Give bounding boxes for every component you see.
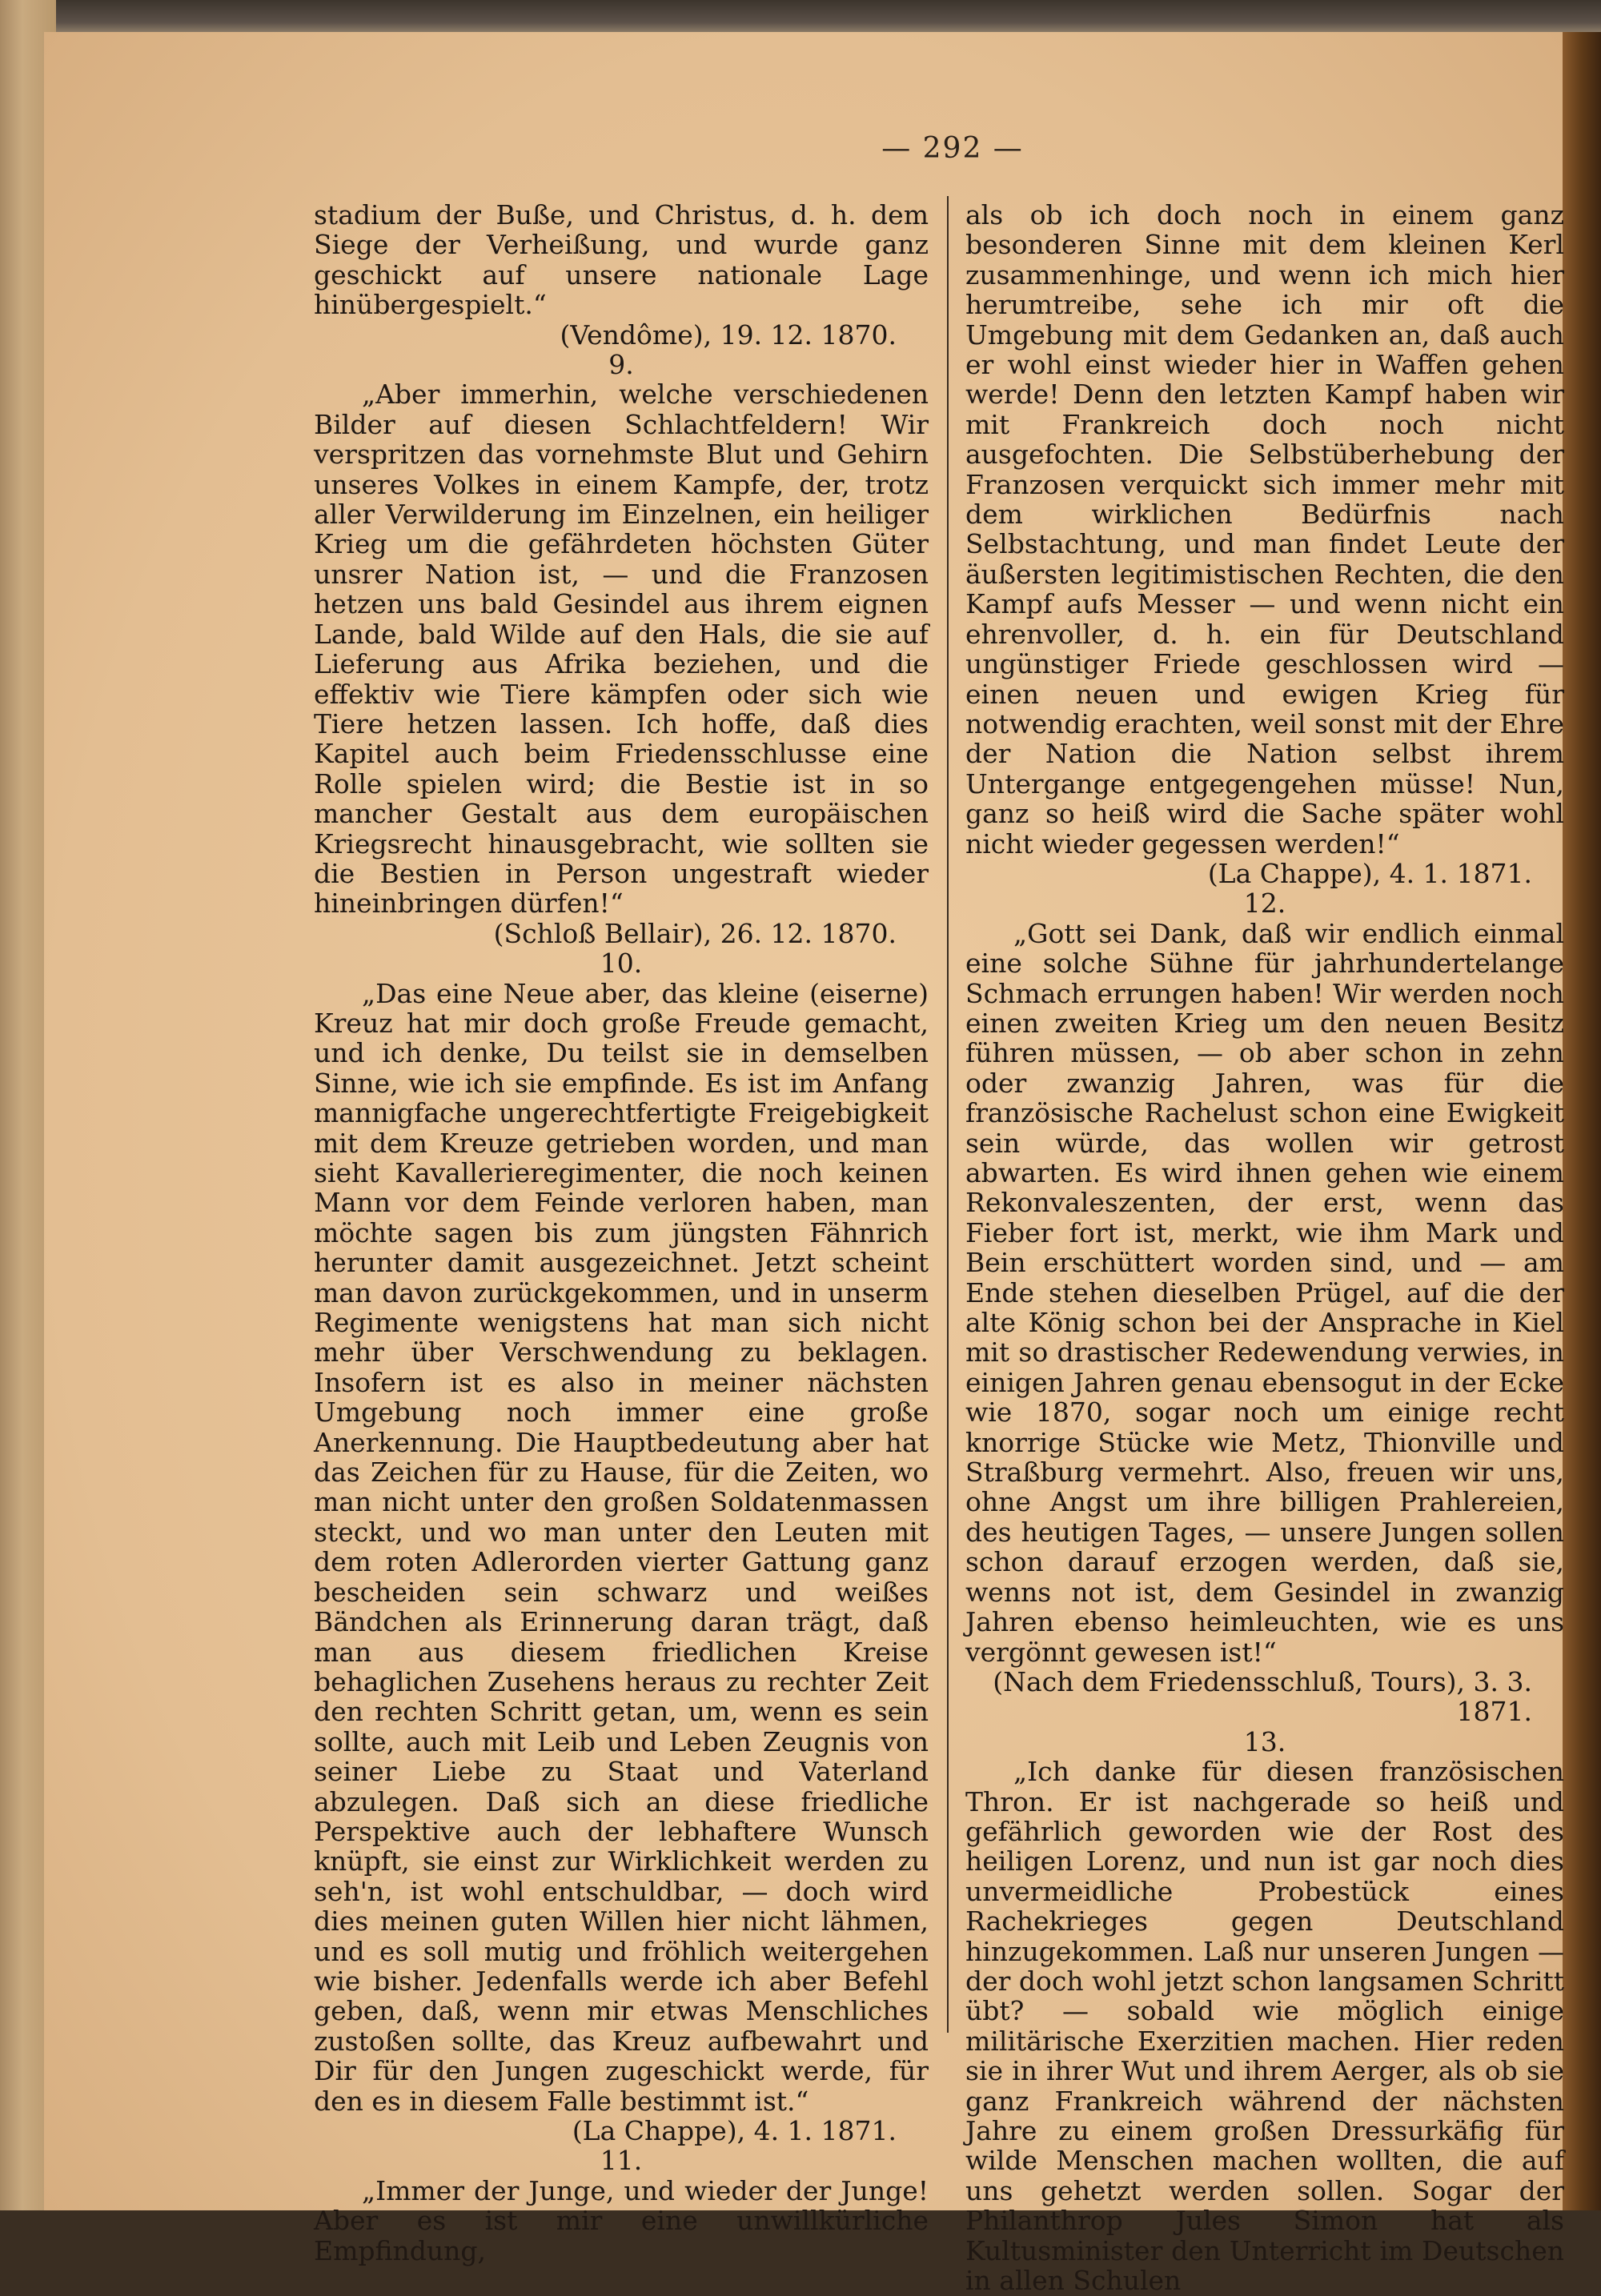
paragraph: „Gott sei Dank, daß wir endlich einmal eine solche Sühne für jahrhundertelange Schmach errungen haben! Wir werden noch einen zweiten Krieg um den neuen Besitz führen müssen, — ob aber schon in zehn oder zwanzig Jahren, was für die französische Rachelust schon eine Ewigkeit sein würde, das wollen wir getrost abwarten. Es wird ihnen gehen wie einem Rekonvaleszenten, der erst, wenn das Fieber fort ist, merkt, wie ihm Mark und Bein erschüttert worden sind, und — am Ende stehen dieselben Prügel, auf die der alte König schon bei der Ansprache in Kiel mit so drastischer Redewendung verwies, in einigen Jahren genau ebensogut in der Ecke wie 1870, sogar noch um einige recht knorrige Stücke wie Metz, Thionville und Straßburg vermehrt. Also, freuen wir uns, ohne Angst um ihre billigen Prahlereien, des heutigen Tages, — unsere Jungen sollen schon darauf erzogen werden, daß sie, wenns not ist, dem Gesindel in zwanzig Jahren ebenso heimleuchten, wie es uns vergönnt gewesen ist!“ [965, 917, 1564, 1668]
letter-signature: (La Chappe), 4. 1. 1871. [572, 2115, 897, 2146]
paragraph: „Ich danke für diesen französischen Thron. Er ist nachgerade so heiß und gefährlich geworden wie der Rost des heiligen Lorenz, und nun ist gar noch dies unvermeidliche Probestück eines Rachekrieges gegen Deutschland hinzugekommen. Laß nur unseren Jungen — der doch wohl jetzt schon langsamen Schritt übt? — sobald wie möglich einige militärische Exerzitien machen. Hier reden sie in ihrer Wut und ihrem Aerger, als ob sie ganz Frankreich während der nächsten Jahre zu einem großen Dressurkäfig für wilde Menschen machen wollten, die auf uns gehetzt werden sollen. Sogar der Philanthrop Jules Simon hat als Kultusminister den Unterricht im Deutschen in allen Schulen [965, 1756, 1564, 2296]
book-spine-edge [1563, 32, 1601, 2210]
section-number: 11. [600, 2145, 643, 2177]
section-number: 13. [1243, 1725, 1286, 1757]
column-divider [947, 196, 949, 2033]
left-column [314, 200, 929, 2266]
paragraph: „Das eine Neue aber, das kleine (eiserne) Kreuz hat mir doch große Freude gemacht, und ich denke, Du teilst sie in demselben Sinne, wie ich sie empfinde. Es ist im Anfang mannigfache ungerechtfertigte Freigebigkeit mit dem Kreuze getrieben worden, und man sieht Kavallerieregimenter, die noch keinen Mann vor dem Feinde verloren haben, man möchte sagen bis zum jüngsten Fähnrich herunter damit ausgezeichnet. Jetzt scheint man davon zurückgekommen, und in unserm Regimente wenigstens hat man sich nicht mehr über Verschwendung zu beklagen. Insofern ist es also in meiner nächsten Umgebung noch immer eine große Anerkennung. Die Hauptbedeutung aber hat das Zeichen für zu Hause, für die Zeiten, wo man nicht unter den großen Soldatenmassen steckt, und wo man unter den Leuten mit dem roten Adlerorden vierter Gattung ganz bescheiden sein schwarz und weißes Bändchen als Erinnerung daran trägt, daß man aus diesem friedlichen Kreise behaglichen Zusehens heraus zu rechter Zeit den rechten Schritt getan, um, wenn es sein sollte, auch mit Leib und Leben Zeugnis von seiner Liebe zu Staat und Vaterland abzulegen. Daß sich an diese friedliche Perspektive auch der lebhaftere Wunsch knüpft, sie einst zur Wirklichkeit werden zu seh'n, ist wohl entschuldbar, — doch wird dies meinen guten Willen hier nicht lähmen, und es soll mutig und fröhlich weitergehen wie bisher. Jedenfalls werde ich aber Befehl geben, daß, wenn mir etwas Menschliches zustoßen sollte, das Kreuz aufbewahrt und Dir für den Jungen zugeschickt werde, für den es in diesem Falle bestimmt ist.“ [314, 977, 929, 2117]
letter-signature: (Schloß Bellair), 26. 12. 1870. [493, 917, 897, 949]
book-top-edge [0, 0, 1601, 32]
section-number: 12. [1243, 888, 1286, 920]
paragraph: „Immer der Junge, und wieder der Junge! Aber es ist mir eine unwillkürliche Empfindung, [314, 2174, 929, 2266]
right-column [965, 200, 1564, 2295]
paragraph: stadium der Buße, und Christus, d. h. dem Siege der Verheißung, und wurde ganz geschickt auf unsere nationale Lage hinübergespielt.“ [314, 199, 929, 321]
section-number: 10. [600, 948, 643, 980]
section-number: 9. [608, 349, 634, 381]
letter-signature: (La Chappe), 4. 1. 1871. [1207, 857, 1532, 889]
letter-signature: (Nach dem Friedensschluß, Tours), 3. 3. 1871. [993, 1665, 1532, 1728]
paragraph: „Aber immerhin, welche verschiedenen Bilder auf diesen Schlachtfeldern! Wir verspritzen das vornehmste Blut und Gehirn unseres Volkes in einem Kampfe, der, trotz aller Verwilderung im Einzelnen, ein heiliger Krieg um die gefährdeten höchsten Güter unsrer Nation ist, — und die Franzosen hetzen uns bald Gesindel aus ihrem eignen Lande, bald Wilde auf den Hals, die sie auf Lieferung aus Afrika beziehen, und die effektiv wie Tiere kämpfen oder sich wie Tiere hetzen lassen. Ich hoffe, daß dies Kapitel auch beim Friedensschlusse eine Rolle spielen wird; die Bestie ist in so mancher Gestalt aus dem europäischen Kriegsrecht hinausgebracht, wie sollten sie die Bestien in Person ungestraft wieder hineinbringen dürfen!“ [314, 379, 929, 920]
letter-signature: (Vendôme), 19. 12. 1870. [560, 319, 897, 351]
page-number: — 292 — [881, 132, 1024, 165]
paragraph: als ob ich doch noch in einem ganz besonderen Sinne mit dem kleinen Kerl zusammenhinge, und wenn ich mich hier herumtreibe, sehe ich mir oft die Umgebung mit dem Gedanken an, daß auch er wohl einst wieder hier in Waffen gehen werde! Denn den letzten Kampf haben wir mit Frankreich doch noch nicht ausgefochten. Die Selbstüberhebung der Franzosen verquickt sich immer mehr mit dem wirklichen Bedürfnis nach Selbstachtung, und man findet Leute der äußersten legitimistischen Rechten, die den Kampf aufs Messer — und wenn nicht ein ehrenvoller, d. h. ein für Deutschland ungünstiger Friede geschlossen wird — einen neuen und ewigen Krieg für notwendig erachten, weil sonst mit der Ehre der Nation die Nation selbst ihrem Untergange entgegengehen müsse! Nun, ganz so heiß wird die Sache später wohl nicht wieder gegessen werden!“ [965, 199, 1564, 859]
